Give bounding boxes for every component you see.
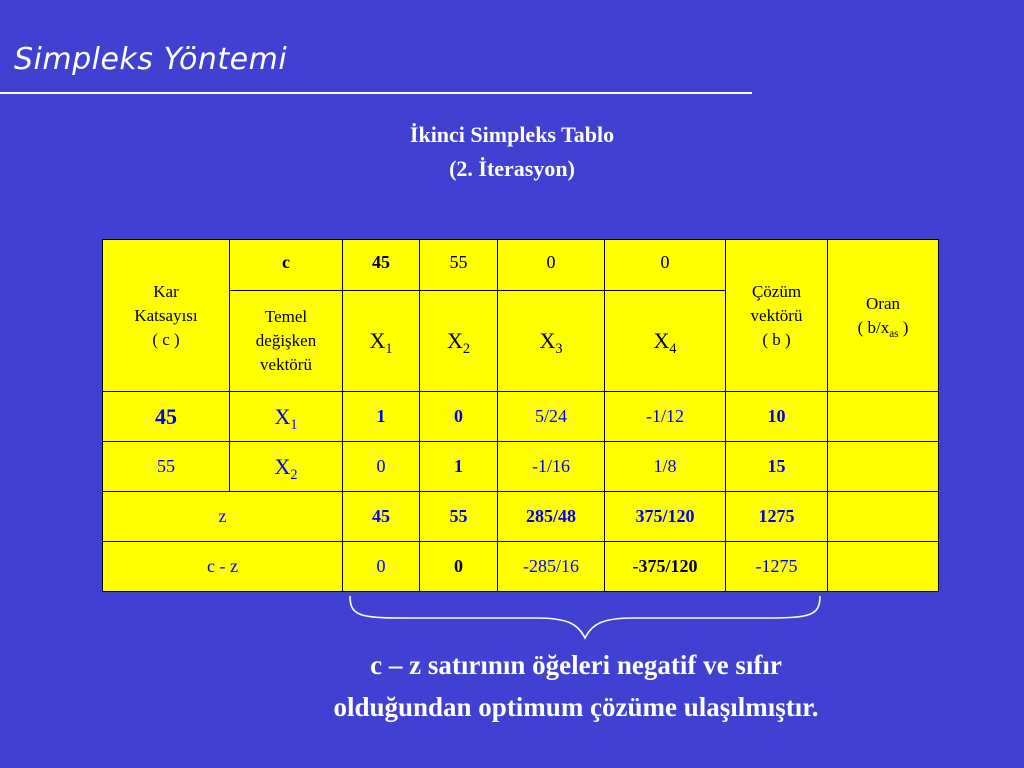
cz-ratio — [828, 542, 939, 592]
var-header-x2: $X_2$ — [420, 291, 498, 392]
row1-basis: $X_1$ — [230, 392, 343, 442]
katsayisi-label: Katsayısı — [134, 305, 198, 325]
vektoru-label: vektörü — [750, 305, 803, 325]
row1-c-value: 45 — [103, 392, 230, 442]
z-label: z — [103, 492, 343, 542]
conclusion-line-2: olduğundan optimum çözüme ulaşılmıştır. — [333, 692, 819, 722]
c-value-x2: 55 — [420, 240, 498, 291]
row1-x1: 1 — [343, 392, 420, 442]
row1-x4: -1/12 — [605, 392, 726, 442]
b-paren-label: ( b ) — [762, 329, 791, 349]
oran-label: Oran — [866, 293, 900, 313]
c-value-x1: 45 — [343, 240, 420, 291]
row1-ratio — [828, 392, 939, 442]
cz-b: -1275 — [726, 542, 828, 592]
oran-formula: ( $b/x_{as}$ ) — [857, 317, 909, 340]
z-ratio — [828, 492, 939, 542]
row2-x3: -1/16 — [498, 442, 605, 492]
temel-degisken-header: Temel değişken vektörü — [230, 291, 343, 392]
table-row-c-minus-z — [103, 542, 939, 592]
z-x1: 45 — [343, 492, 420, 542]
row2-x4: 1/8 — [605, 442, 726, 492]
oran-header — [828, 240, 939, 392]
var-header-x1: $X_1$ — [343, 291, 420, 392]
row2-x1: 0 — [343, 442, 420, 492]
var-header-x3: $X_3$ — [498, 291, 605, 392]
row1-x2: 0 — [420, 392, 498, 442]
header-row-c — [103, 240, 939, 291]
kar-label: Kar — [153, 281, 179, 301]
z-x2: 55 — [420, 492, 498, 542]
c-label-cell: c — [230, 240, 343, 291]
table-row-basis-2 — [103, 442, 939, 492]
cz-x1: 0 — [343, 542, 420, 592]
cozum-label: Çözüm — [751, 281, 802, 301]
row1-x3: 5/24 — [498, 392, 605, 442]
conclusion-line-1: c – z satırının öğeleri negatif ve sıfır — [370, 650, 782, 680]
row2-basis: $X_2$ — [230, 442, 343, 492]
cozum-vektoru-header — [726, 240, 828, 392]
z-b: 1275 — [726, 492, 828, 542]
cz-x3: -285/16 — [498, 542, 605, 592]
cz-x4: -375/120 — [605, 542, 726, 592]
row2-x2: 1 — [420, 442, 498, 492]
cz-x2: 0 — [420, 542, 498, 592]
row2-ratio — [828, 442, 939, 492]
simplex-table — [102, 239, 939, 592]
kar-katsayisi-header — [103, 240, 230, 392]
z-x3: 285/48 — [498, 492, 605, 542]
c-paren-label: ( c ) — [152, 329, 180, 349]
iteration-label: (2. İterasyon) — [449, 156, 575, 181]
table-row-basis-1 — [103, 392, 939, 442]
table-row-z — [103, 492, 939, 542]
row2-b: 15 — [726, 442, 828, 492]
var-header-x4: $X_4$ — [605, 291, 726, 392]
row1-b: 10 — [726, 392, 828, 442]
c-value-x4: 0 — [605, 240, 726, 291]
title-divider — [0, 92, 752, 94]
slide-title: Simpleks Yöntemi — [14, 42, 288, 77]
cz-label: c - z — [103, 542, 343, 592]
row2-c-value: 55 — [103, 442, 230, 492]
c-value-x3: 0 — [498, 240, 605, 291]
curly-brace-icon — [346, 594, 824, 640]
z-x4: 375/120 — [605, 492, 726, 542]
table-title: İkinci Simpleks Tablo — [409, 122, 615, 147]
